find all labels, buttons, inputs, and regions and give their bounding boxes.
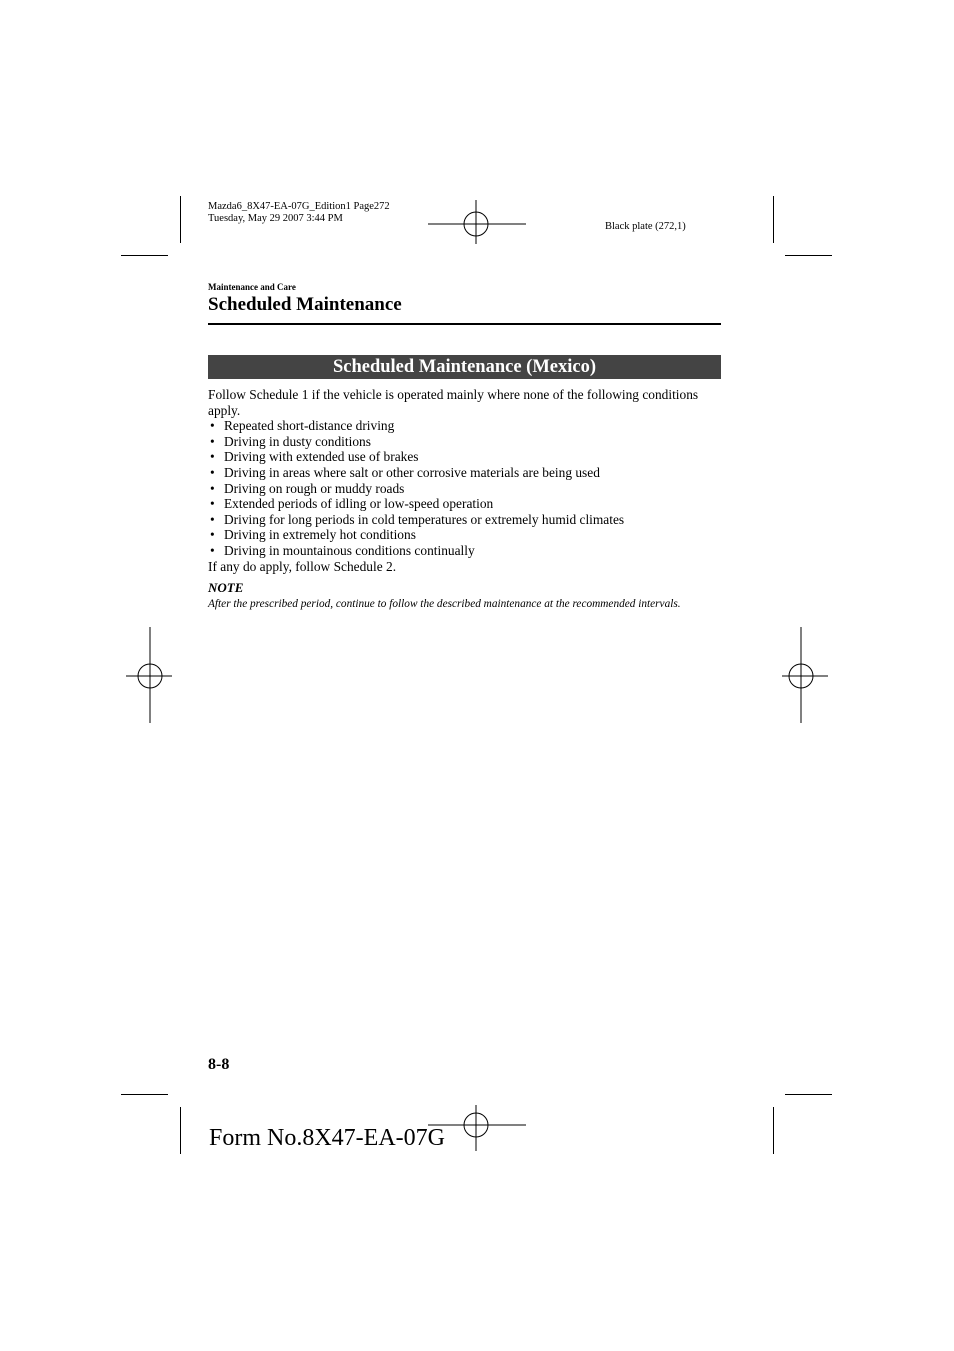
list-item: • Driving in extremely hot conditions: [210, 527, 416, 543]
print-meta: [208, 201, 390, 225]
bullet-icon: •: [210, 418, 215, 434]
bullet-icon: •: [210, 433, 215, 449]
bullet-icon: •: [210, 511, 215, 527]
bullet-icon: •: [210, 449, 215, 465]
conditions-list: [208, 418, 721, 558]
chapter-title: Scheduled Maintenance: [208, 294, 402, 315]
bullet-icon: •: [210, 527, 215, 543]
list-item: • Driving in areas where salt or other corrosive materials are being used: [210, 464, 600, 480]
list-item: • Driving for long periods in cold temperatures or extremely humid climates: [210, 511, 625, 527]
note-text: After the prescribed period, continue to follow the described maintenance at the recommended intervals.: [208, 598, 681, 610]
body-content: [208, 387, 721, 574]
list-item: • Repeated short-distance driving: [210, 418, 395, 434]
list-item: • Extended periods of idling or low-speed operation: [210, 496, 494, 512]
page-number: 8-8: [208, 1056, 230, 1073]
outro-paragraph: If any do apply, follow Schedule 2.: [208, 558, 397, 574]
registration-mark-top: [428, 200, 526, 244]
list-item: • Driving in mountainous conditions continually: [210, 542, 475, 558]
form-number: Form No.8X47-EA-07G: [209, 1125, 445, 1151]
intro-paragraph: Follow Schedule 1 if the vehicle is operated mainly where none of the following conditions apply.: [208, 387, 699, 418]
registration-mark-right: [782, 627, 828, 723]
header-rule: [208, 323, 721, 325]
list-item: • Driving on rough or muddy roads: [210, 480, 405, 496]
registration-mark-left: [126, 627, 172, 723]
print-meta-line2: Tuesday, May 29 2007 3:44 PM: [208, 213, 343, 224]
bullet-icon: •: [210, 464, 215, 480]
plate-label: Black plate (272,1): [605, 221, 686, 232]
section-banner: Scheduled Maintenance (Mexico): [208, 355, 721, 379]
section-label: Maintenance and Care: [208, 282, 296, 292]
bullet-icon: •: [210, 480, 215, 496]
print-meta-line1: Mazda6_8X47-EA-07G_Edition1 Page272: [208, 201, 390, 212]
note-label: NOTE: [208, 580, 244, 595]
list-item: • Driving in dusty conditions: [210, 433, 371, 449]
list-item: • Driving with extended use of brakes: [210, 449, 419, 465]
bullet-icon: •: [210, 542, 215, 558]
bullet-icon: •: [210, 496, 215, 512]
